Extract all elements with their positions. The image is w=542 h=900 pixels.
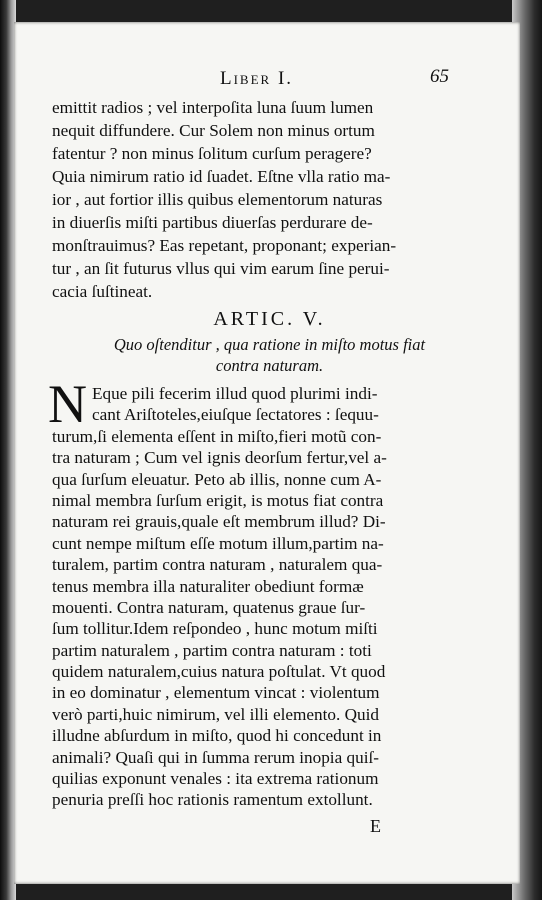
drop-capital: N — [48, 374, 87, 434]
text-line: Eque pili fecerim illud quod plurimi indi- — [92, 384, 378, 403]
text-line: in eo dominatur , elementum vincat : violentum — [52, 683, 380, 703]
text-line: turalem, partim contra naturam , naturalem qua- — [52, 555, 383, 575]
text-line: ſum tollitur.Idem reſpondeo , hunc motum miſti — [52, 619, 378, 639]
text-line: penuria preſſi hoc rationis ramentum extollunt. — [52, 790, 373, 810]
text-line: partim naturalem , partim contra naturam : toti — [52, 640, 372, 660]
book-page — [14, 22, 520, 884]
page-number: 65 — [430, 66, 449, 87]
text-line: quidem naturalem,cuius natura poſtulat. Vt quod — [52, 662, 386, 682]
text-line: tur , an ſit futurus vllus qui vim earum ſine perui- — [52, 259, 390, 278]
text-line: qua ſurſum eleuatur. Peto ab illis, nonne cum A- — [52, 469, 382, 489]
catchword: E — [370, 815, 381, 836]
text-line: turum,ſi elementa eſſent in miſto,fieri motũ con- — [52, 426, 382, 446]
running-head-title: Liber I. — [220, 68, 294, 89]
text-line: ior , aut fortior illis quibus elementorum naturas — [52, 190, 383, 209]
text-line: nimal membra ſurſum erigit, is motus fiat contra — [52, 490, 384, 510]
text-line: emittit radios ; vel interpoſita luna ſuum lumen — [52, 98, 374, 117]
text-line: verò parti,huic nimirum, vel illi elemento. Quid — [52, 704, 379, 724]
article-subtitle-line: contra naturam. — [215, 356, 324, 375]
text-line: nequit diffundere. Cur Solem non minus ortum — [52, 121, 375, 140]
text-line: mouenti. Contra naturam, quatenus graue ſur- — [52, 597, 366, 617]
text-line: cacia ſuſtineat. — [52, 282, 153, 301]
text-line: tra naturam ; Cum vel ignis deorſum fertur,vel a- — [52, 448, 387, 468]
text-line: illudne abſurdum in miſto, quod hi concedunt in — [52, 726, 382, 746]
text-line: animali? Quaſi qui in ſumma rerum inopia quiſ- — [52, 747, 379, 767]
text-line: quilias exponunt venales : ita extrema rationum — [52, 769, 379, 789]
article-subtitle-line: Quo oſtenditur , qua ratione in miſto motus fiat — [113, 335, 426, 354]
text-line: cunt nempe miſtum eſſe motum illum,partim na- — [52, 533, 384, 553]
article-heading: ARTIC. V. — [213, 308, 326, 330]
text-line: fatentur ? non minus ſolitum curſum peragere? — [52, 144, 372, 163]
text-line: tenus membra illa naturaliter obediunt formæ — [52, 576, 364, 596]
text-line: monſtrauimus? Eas repetant, proponant; experian- — [52, 236, 397, 255]
text-line: in diuerſis miſti partibus diuerſas perdurare de- — [52, 213, 373, 232]
text-line: cant Ariſtoteles,eiuſque ſectatores : ſequu- — [92, 405, 379, 425]
text-line: Quia nimirum ratio id ſuadet. Eſtne vlla ratio ma- — [52, 167, 391, 186]
text-line: naturam rei grauis,quale eſt membrum illud? Di- — [52, 512, 386, 532]
